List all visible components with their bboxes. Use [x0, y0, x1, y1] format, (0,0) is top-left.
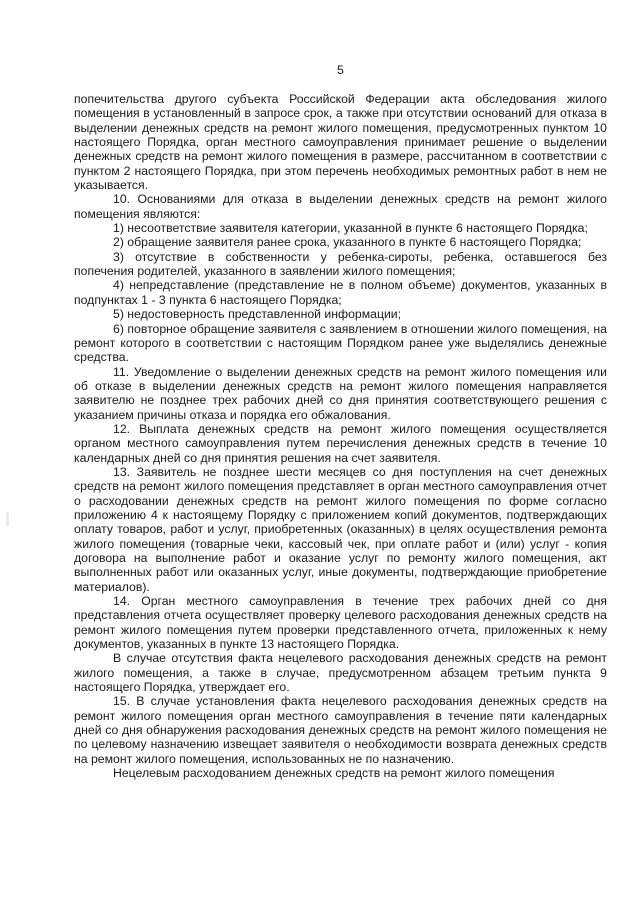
list-item-4: 4) непредставление (представление не в полном объеме) документов, указанных в подпунктах 1 - 3 пункта 6 настоящего Порядка;	[74, 278, 607, 307]
paragraph-misuse-definition: Нецелевым расходованием денежных средств на ремонт жилого помещения	[113, 766, 555, 781]
list-item-3: 3) отсутствие в собственности у ребенка-сироты, ребенка, оставшегося без попечения родителей, указанного в заявлении жилого помещения;	[74, 249, 607, 279]
paragraph-clause-13: 13. Заявитель не позднее шести месяцев со дня поступления на счет денежных средств на ремонт жилого помещения представляет в орган местного самоуправления отчет о расходовании денежных средств на ремонт жилого помещения по форме согласно приложению 4 к настоящему Порядку с приложением копий документов, подтверждающих оплату товаров, работ и услуг, приобретенных (оказанных) в целях осуществления ремонта жилого помещения (товарные чеки, кассовый чек, при оплате работ и (или) услуг - копия договора на выполнение работ и оказание услуг по ремонту жилого помещения, акт выполненных работ или оказанных услуг, иные документы, подтверждающие приобретение материалов).	[74, 464, 607, 594]
list-item-6: 6) повторное обращение заявителя с заявлением в отношении жилого помещения, на ремонт которого в соответствии с настоящим Порядком ранее уже выделялись денежные средства.	[74, 321, 607, 365]
list-item-5: 5) недостоверность представленной информации;	[113, 307, 402, 322]
paragraph-clause-12: 12. Выплата денежных средств на ремонт жилого помещения осуществляется органом местного самоуправления путем перечисления денежных средств в течение 10 календарных дней со дня принятия решения на счет заявителя.	[74, 421, 607, 465]
paragraph-clause-14-cont: В случае отсутствия факта нецелевого расходования денежных средств на ремонт жилого помещения, а также в случае, предусмотренном абзацем третьим пункта 9 настоящего Порядка, утверждает его.	[74, 651, 607, 695]
paragraph-clause-14: 14. Орган местного самоуправления в течение трех рабочих дней со дня представления отчета осуществляет проверку целевого расходования денежных средств на ремонт жилого помещения путем проверки представленного отчета, приложенных к нему документов, указанных в пункте 13 настоящего Порядка.	[74, 594, 607, 652]
paragraph-clause-11: 11. Уведомление о выделении денежных средств на ремонт жилого помещения или об отказе в выделении денежных средств на ремонт жилого помещения направляется заявителю не позднее трех рабочих дней со дня принятия соответствующего решения с указанием причины отказа и порядка его обжалования.	[74, 364, 607, 422]
list-item-1: 1) несоответствие заявителя категории, указанной в пункте 6 настоящего Порядка;	[113, 221, 588, 236]
paragraph-clause-15: 15. В случае установления факта нецелевого расходования денежных средств на ремонт жилого помещения орган местного самоуправления в течение пяти календарных дней со дня обнаружения расходования денежных средств на ремонт жилого помещения не по целевому назначению извещает заявителя о необходимости возврата денежных средств на ремонт жилого помещения, использованных не по назначению.	[74, 694, 607, 766]
paragraph-clause-10: 10. Основаниями для отказа в выделении денежных средств на ремонт жилого помещения являются:	[74, 192, 607, 221]
page-number: 5	[337, 63, 344, 77]
paragraph-continuation: попечительства другого субъекта Российской Федерации акта обследования жилого помещения в установленный в запросе срок, а также при отсутствии оснований для отказа в выделении денежных средств на ремонт жилого помещения, предусмотренных пунктом 10 настоящего Порядка, орган местного самоуправления принимает решение о выделении денежных средств на ремонт жилого помещения в размере, рассчитанном в соответствии с пунктом 2 настоящего Порядка, при этом перечень необходимых ремонтных работ в нем не указывается.	[74, 92, 607, 193]
scan-mark	[6, 512, 9, 526]
list-item-2: 2) обращение заявителя ранее срока, указанного в пункте 6 настоящего Порядка;	[113, 235, 582, 250]
